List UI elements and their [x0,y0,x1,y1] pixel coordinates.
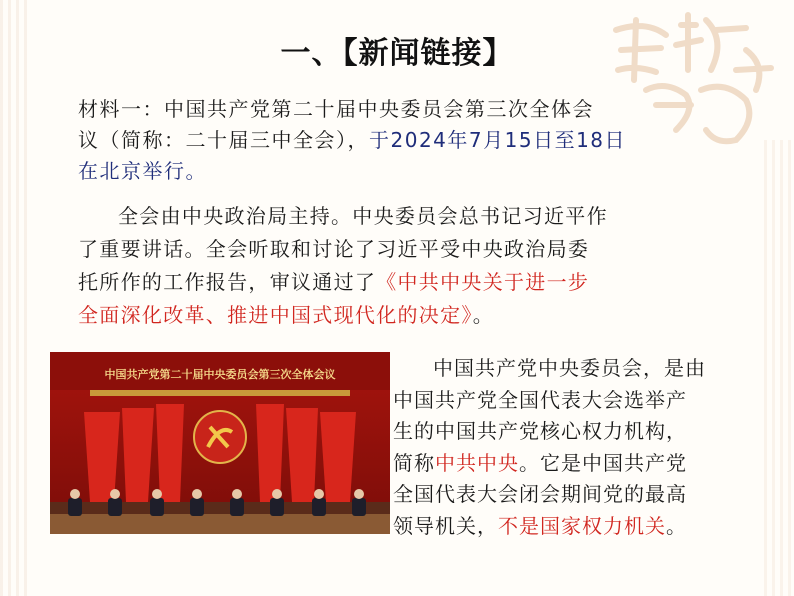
cc-line: 简称 [393,450,435,475]
cc-line: 领导机关， [393,513,498,538]
cc-line: 全国代表大会闭会期间党的最高 [393,482,687,506]
cc-line: 。它是中国共产党 [519,450,687,475]
decision-title: 《中共中央关于进一步 [376,270,590,294]
plenary-line: 了重要讲话。全会听取和讨论了习近平受中央政治局委 [78,237,590,261]
plenary-line: 托所作的工作报告，审议通过了 [78,270,377,294]
plenary-session-photo [50,352,390,534]
material-one-line: 材料一：中国共产党第二十届中央委员会第三次全体会 [78,97,594,121]
cc-line: 。 [666,513,687,538]
cc-line: 生的中国共产党核心权力机构， [393,419,687,443]
meeting-date: 于2024年7月15日至18日 [369,128,627,152]
decision-title: 全面深化改革、推进中国式现代化的决定》 [78,303,473,327]
plenary-line: 。 [472,303,495,327]
left-decor-stripes [0,0,30,596]
central-committee-paragraph [393,353,773,542]
not-state-power-organ: 不是国家权力机关 [498,513,666,538]
photo-banner-text: 中国共产党第二十届中央委员会第三次全体会议 [104,368,336,381]
material-one-paragraph [78,94,728,187]
plenary-line: 全会由中央政治局主持。中央委员会总书记习近平作 [118,204,608,228]
cc-line: 中国共产党全国代表大会选举产 [393,387,687,412]
material-one-line: 议（简称：二十届三中全会）， [78,128,369,152]
cc-line: 中国共产党中央委员会，是由 [433,356,706,380]
plenary-paragraph [78,200,728,332]
cc-abbreviation: 中共中央 [435,450,519,475]
meeting-location: 在北京举行。 [78,159,207,183]
page-title: 一、【新闻链接】 [280,36,514,71]
